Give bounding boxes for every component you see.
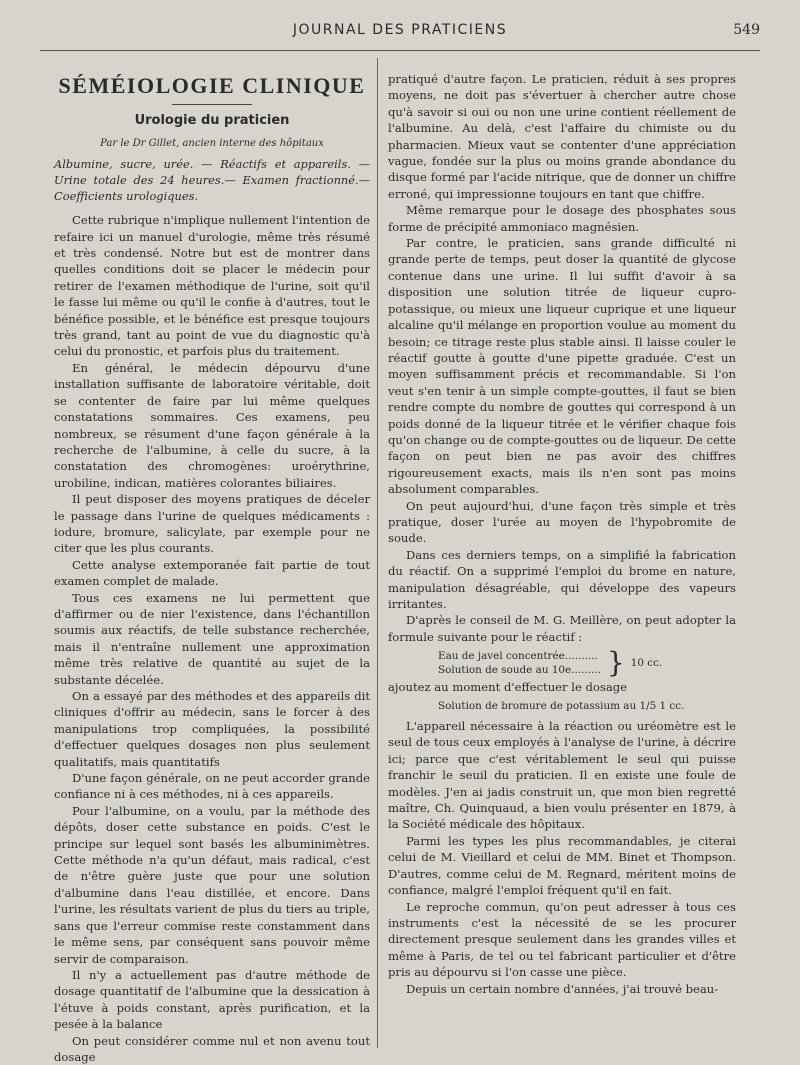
paragraph: pratiqué d'autre façon. Le praticien, réduit à ses propres moyens, ne doit pas s'évertuer à chercher autre chose qu'à savoir si oui ou non une urine contient réellement de l'albumine. Au delà, c'est l'affaire du chimiste ou du pharmacien. Mieux vaut se contenter d'une appréciation vague, fondée sur la plus ou moins grande abondance du disque formé par l'acide nitrique, que de donner un chiffre erroné, qui impressionne toujours en tant que chiffre. (388, 72, 736, 201)
right-column (388, 71, 736, 997)
journal-title: JOURNAL DES PRATICIENS (292, 22, 508, 38)
formula-line: Eau de javel concentrée.......... (438, 650, 598, 663)
paragraph: On peut considérer comme nul et non avenu tout dosage (54, 1033, 370, 1064)
brace-icon: } (606, 646, 625, 680)
paragraph: On a essayé par des méthodes et des appareils dit cliniques d'offrir au médecin, sans le forcer à des manipulations trop compliquées, la possibilité d'effectuer quelques dosages non plus seulement qualitatifs, mais quantitatifs (54, 689, 370, 769)
article-byline: Par le Dr Gillet, ancien interne des hôpitaux (100, 137, 324, 149)
formula-instruction: ajoutez au moment d'effectuer le dosage (388, 680, 628, 695)
paragraph: Depuis un certain nombre d'années, j'ai trouvé beau- (406, 981, 719, 996)
paragraph: Il n'y a actuellement pas d'autre méthode de dosage quantitatif de l'albumine que la dessication à l'étuve à poids constant, après purification, et la pesée à la balance (54, 967, 370, 1032)
title-rule (172, 104, 252, 105)
section-title: SÉMÉIOLOGIE CLINIQUE (58, 73, 366, 98)
reagent-formula (438, 646, 736, 680)
paragraph: Parmi les types les plus recommandables, je citerai celui de M. Vieillard et celui de MM. Binet et Thompson. D'autres, comme celui de M. Regnard, méritent moins de confiance, malgré l'emploi fréquent qu'il en fait. (388, 833, 736, 898)
paragraph: Par contre, le praticien, sans grande difficulté ni grande perte de temps, peut doser la quantité de glycose contenue dans une urine. Il lui suffit d'avoir à sa disposition une solution titrée de liqueur cupro-potassique, ou mieux une liqueur cuprique et une liqueur alcaline qu'il mélange en proportion voulue au moment du besoin; ce titrage reste plus stable ainsi. Il laisse couler le réactif goutte à goutte d'une pipette graduée. C'est un moyen suffisamment précis et recommandable. Si l'on veut s'en tenir à un simple compte-gouttes, il faut se bien rendre compte du nombre de gouttes qui correspond à un poids donné de la liqueur titrée et le vérifier chaque fois qu'on change ou de compte-gouttes ou de liqueur. De cette façon on peut bien ne pas avoir des chiffres rigoureusement exacts, mais ils n'en sont pas moins absolument comparables. (388, 236, 736, 497)
formula-ingredients (438, 649, 601, 677)
paragraph: Tous ces examens ne lui permettent que d'affirmer ou de nier l'existence, dans l'échantillon soumis aux réactifs, de telle substance recherchée, mais il n'entraîne nullement une approximation même très relative de quantité au sujet de la substante décelée. (54, 590, 370, 687)
paragraph: D'après le conseil de M. G. Meillère, on peut adopter la formule suivante pour le réactif : (388, 613, 736, 644)
paragraph: Même remarque pour le dosage des phosphates sous forme de précipité ammoniaco magnésien. (388, 203, 736, 234)
paragraph: Cette rubrique n'implique nullement l'intention de refaire ici un manuel d'urologie, même très résumé et très condensé. Notre but est de montrer dans quelles conditions doit se placer le médecin pour retirer de l'examen méthodique de l'urine, soit qu'il le fasse lui même ou qu'il le confie à d'autres, tout le bénéfice possible, et le bénéfice est presque toujours très grand, tant au point de vue du diagnostic qu'à celui du pronostic, et parfois plus du traitement. (54, 213, 370, 359)
column-divider (377, 58, 378, 1048)
paragraph: En général, le médecin dépourvu d'une installation suffisante de laboratoire véritable, doit se contenter de faire par lui même quelques constatations sommaires. Ces examens, peu nombreux, se résument d'une façon générale à la recherche de l'albumine, à celle du sucre, à la constatation des chromogènes: uroérythrine, urobiline, indican, matières colorantes biliaires. (54, 360, 370, 490)
formula-line: Solution de soude au 10e......... (438, 664, 601, 677)
left-column (54, 58, 370, 1065)
formula-result: 10 cc. (630, 657, 663, 670)
page-header (40, 22, 760, 44)
paragraph: On peut aujourd'hui, d'une façon très simple et très pratique, doser l'urée au moyen de l'hypobromite de soude. (388, 498, 736, 546)
paragraph: D'une façon générale, on ne peut accorder grande confiance ni à ces méthodes, ni à ces appareils. (54, 771, 370, 802)
paragraph: Il peut disposer des moyens pratiques de déceler le passage dans l'urine de quelques médicaments : iodure, bromure, salicylate, par exemple pour ne citer que les plus courants. (54, 492, 370, 556)
page-number: 549 (733, 22, 760, 38)
paragraph: Pour l'albumine, on a voulu, par la méthode des dépôts, doser cette substance en poids. C'est le principe sur lequel sont basés les albuminimètres. Cette méthode n'a qu'un défaut, mais radical, c'est de n'être guère juste que pour une solution d'albumine dans l'eau distillée, et encore. Dans l'urine, les résultats varient de plus du tiers au triple, sans que l'erreur commise reste constamment dans le même sens, par conséquent sans pouvoir même servir de comparaison. (54, 803, 370, 966)
article-subtitle: Urologie du praticien (134, 113, 290, 129)
paragraph: Dans ces derniers temps, on a simplifié la fabrication du réactif. On a supprimé l'emploi du brome en nature, manipulation désagréable, qui développe des vapeurs irritantes. (388, 547, 736, 611)
formula-note: Solution de bromure de potassium au 1/5 1 cc. (438, 699, 685, 712)
paragraph: Le reproche commun, qu'on peut adresser à tous ces instruments c'est la nécessité de se les procurer directement presque seulement dans les grandes villes et même à Paris, de tel ou tel fabricant particulier et d'être pris au dépourvu si l'on casse une pièce. (388, 899, 736, 980)
header-rule (40, 50, 760, 51)
paragraph: Cette analyse extemporanée fait partie de tout examen complet de malade. (54, 557, 370, 589)
paragraph: L'appareil nécessaire à la réaction ou uréomètre est le seul de tous ceux employés à l'analyse de l'urine, à décrire ici; parce que c'est véritablement le seul qui puisse franchir le seuil du praticien. Il en existe une foule de modèles. J'en ai jadis construit un, que mon bien regretté maître, Ch. Quinquaud, a bien voulu présenter en 1879, à la Société médicale des hôpitaux. (388, 719, 736, 832)
article-keywords: Albumine, sucre, urée. — Réactifs et appareils. — Urine totale des 24 heures.— Examen fractionné.— Coefficients urologiques. (54, 157, 370, 204)
